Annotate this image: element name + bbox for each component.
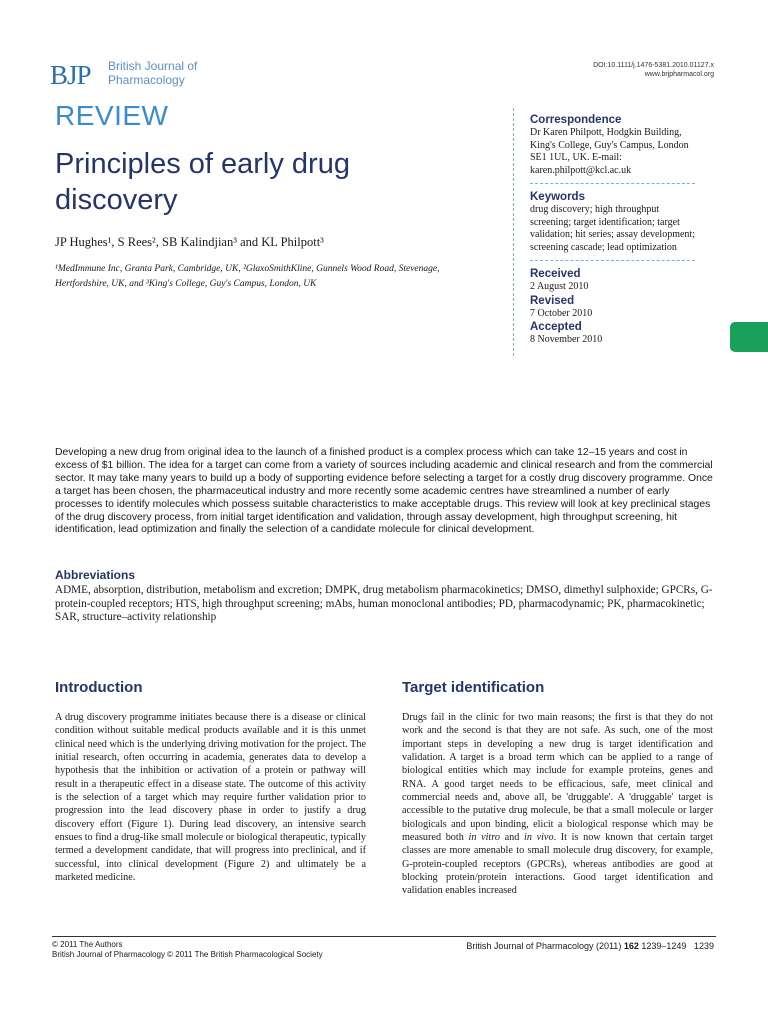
citation-journal: British Journal of Pharmacology (2011) [466,941,622,951]
website-link[interactable]: www.brjpharmacol.org [644,71,714,78]
correspondence-text: Dr Karen Philpott, Hodgkin Building, King's College, Guy's Campus, London SE1 1UL, UK. E-mail: karen.philpott@kcl.ac.uk [530,127,689,176]
keywords-text: drug discovery; high throughput screening; target identification; target validation; hit series; assay development; screening cascade; lead optimization [530,204,695,253]
logo-text: BJP [50,60,91,90]
author-list: JP Hughes¹, S Rees², SB Kalindjian³ and KL Philpott³ [55,235,324,249]
footer-copyright [52,940,323,960]
sidebar-divider [513,108,515,356]
article-type-label: REVIEW [55,100,169,131]
and-word: and [504,832,520,844]
page-number: 1239 [693,941,714,951]
citation-volume: 162 [623,941,639,951]
introduction-heading: Introduction [55,679,143,696]
revised-heading: Revised [530,294,575,307]
correspondence-heading: Correspondence [530,114,622,126]
accepted-date: 8 November 2010 [530,334,603,345]
accepted-heading: Accepted [530,321,582,333]
article-title: Principles of early drug discovery [55,148,350,216]
journal-name: British Journal of Pharmacology [108,59,198,87]
received-date: 2 August 2010 [530,281,589,292]
footer-citation [466,941,714,951]
in-vitro-term: in vitro [468,832,500,844]
introduction-body: A drug discovery programme initiates because there is a disease or clinical condition without suitable medical products available and it is this unmet clinical need which is the underlying driving motivation for the project. The initial research, often occurring in academia, generates data to develop a hypothesis that the inhibition or activation of a protein or pathway will result in a therapeutic effect in a disease state. The outcome of this activity is the selection of a target which may require further validation prior to progression into the lead discovery phase in order to justify a drug discovery effort (Figure 1). During lead discovery, an intensive search ensues to find a drug-like small molecule or biological therapeutic, typically termed a development candidate, that will progress into preclinical, and if successful, into clinical development (Figure 2) and ultimately be a marketed medicine. [55,712,366,884]
abbreviations-text: ADME, absorption, distribution, metabolism and excretion; DMPK, drug metabolism pharmacokinetics; DMSO, dimethyl sulphoxide; GPCRs, G-protein-coupled receptors; HTS, high throughput screening; mAbs, human monoclonal antibodies; PD, pharmacodynamic; PK, pharmacokinetic; SAR, structure–activity relationship [55,584,713,624]
abbreviations-heading: Abbreviations [55,568,136,582]
target-body-part1: Drugs fail in the clinic for two main reasons; the first is that they do not work and the second is that they are not safe. As such, one of the most important steps in developing a new drug is target identification and validation. A target is a broad term which can be applied to a range of biological entities which may include for example proteins, genes and RNA. A good target needs to be efficacious, safe, meet clinical and commercial needs and, above all, be 'druggable'. A 'druggable' target is accessible to the putative drug molecule, be that a small molecule or larger biologicals and upon binding, elicit a biological response which may be measured both [402,712,713,844]
revised-date: 7 October 2010 [530,307,593,319]
received-heading: Received [530,268,581,280]
copyright-line-1: © 2011 The Authors [52,940,123,949]
target-identification-heading: Target identification [402,679,545,696]
sidebar-separator [530,260,695,261]
author-affiliations: ¹MedImmune Inc, Granta Park, Cambridge, UK, ²GlaxoSmithKline, Gunnels Wood Road, Stevenage, Hertfordshire, UK, and ³King's College, Guy's Campus, London, UK [55,264,440,289]
citation-pages: 1239–1249 [641,941,687,951]
doi-text[interactable]: DOI:10.1111/j.1476-5381.2010.01127.x [593,62,714,69]
copyright-line-2: British Journal of Pharmacology © 2011 The British Pharmacological Society [52,950,323,959]
doi-block [593,61,714,79]
abstract-text: Developing a new drug from original idea to the launch of a finished product is a complex process which can take 12–15 years and cost in excess of $1 billion. The idea for a target can come from a variety of sources including academic and clinical research and from the commercial sector. It may take many years to build up a body of supporting evidence before selecting a target for a costly drug discovery programme. Once a target has been chosen, the pharmaceutical industry and more recently some academic centres have streamlined a number of early processes to identify molecules which possess suitable characteristics to make acceptable drugs. This review will look at key preclinical stages of the drug discovery process, from initial target identification and validation, through assay development, high throughput screening, hit identification, lead optimization and finally the selection of a candidate molecule for clinical development. [55,447,713,536]
in-vivo-term: in vivo [524,832,554,844]
sidebar-separator [530,183,695,184]
target-body-part2: . It is now known that certain target classes are more amenable to small molecule drug discovery, for example, G-protein-coupled receptors (GPCRs), whereas antibodies are good at blocking protein/protein interactions. Good target identification and validation enables increased [402,832,714,897]
journal-logo [50,60,98,90]
section-tab-marker [730,322,768,352]
footer-divider [52,936,716,937]
keywords-heading: Keywords [530,191,585,203]
target-identification-body [402,711,713,898]
article-info-sidebar [530,113,700,347]
